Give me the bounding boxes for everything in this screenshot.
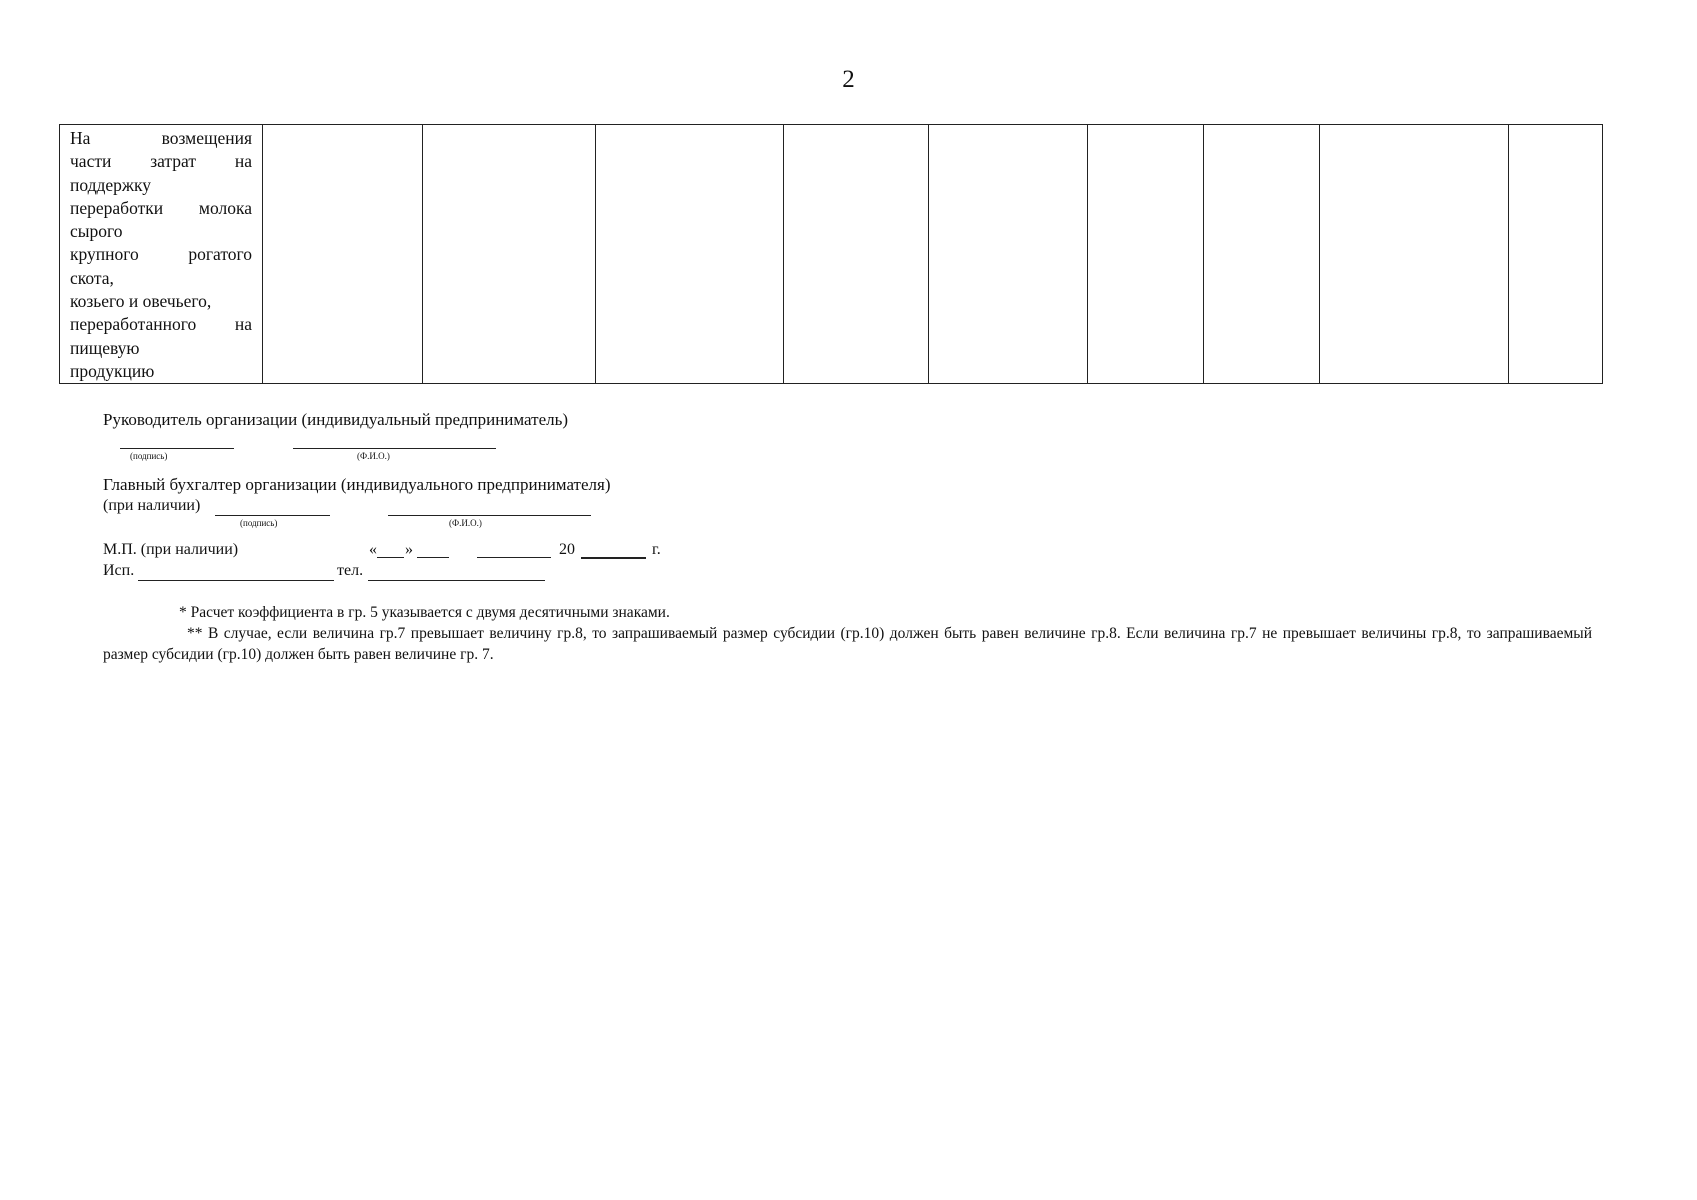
table-row [60,125,1603,384]
footnote-1: * Расчет коэффициента в гр. 5 указывается с двумя десятичными знаками. [179,604,670,621]
head-title: Руководитель организации (индивидуальный предприниматель) [103,410,569,429]
accountant-signature-caption: (подпись) [240,518,278,528]
date-day-line [377,557,404,558]
table-cell [1088,125,1204,384]
accountant-signature-line [215,515,330,516]
year-suffix: г. [652,541,661,558]
head-name-caption: (Ф.И.О.) [357,451,390,461]
head-signature-caption: (подпись) [130,451,168,461]
year-line [581,557,646,559]
row-label-line: пищевую [70,337,140,358]
row-label-line: части затрат на [70,151,252,172]
head-signature-line [120,448,234,449]
row-label-line: козьего и овечьего, [70,291,212,312]
row-label-line: переработанного на [70,314,252,335]
table-cell [1509,125,1603,384]
row-label-line: скота, [70,267,114,288]
phone-line [368,580,545,581]
accountant-title: Главный бухгалтер организации (индивидуального предпринимателя) [103,475,611,494]
accountant-name-caption: (Ф.И.О.) [449,518,482,528]
table-cell [1320,125,1509,384]
footnote-2: ** В случае, если величина гр.7 превышает величину гр.8, то запрашиваемый размер субсидии (гр.10) должен быть равен величине гр.8. Если величина гр.7 не превышает величины гр.8, то запрашиваемый размер субсидии (гр.10) должен быть равен величине гр. 7. [103,625,1592,663]
table-cell [1204,125,1320,384]
row-label-line: сырого [70,221,123,242]
stamp-label: М.П. (при наличии) [103,541,239,558]
table-cell [423,125,596,384]
date-gap-line [417,557,449,558]
row-label-line: крупного рогатого [70,244,252,265]
row-label-line: поддержку [70,174,152,195]
head-name-line [293,448,496,449]
table-cell [263,125,423,384]
year-prefix: 20 [559,541,575,558]
phone-label: тел. [337,562,364,579]
page-number: 2 [842,66,855,93]
row-label-line: продукцию [70,360,155,381]
accountant-if-any: (при наличии) [103,497,201,514]
table-cell [929,125,1088,384]
table-cell [784,125,929,384]
date-month-line [477,557,551,558]
subsidy-table [59,124,1603,384]
row-label-line: переработки молока [70,197,252,218]
row-label-line: На возмещения [70,128,252,148]
accountant-name-line [388,515,591,516]
executor-line [138,580,334,581]
table-cell [596,125,784,384]
date-close-quote: » [405,541,413,558]
row-label-cell [60,125,263,384]
date-open-quote: « [369,541,377,558]
executor-label: Исп. [103,562,135,579]
